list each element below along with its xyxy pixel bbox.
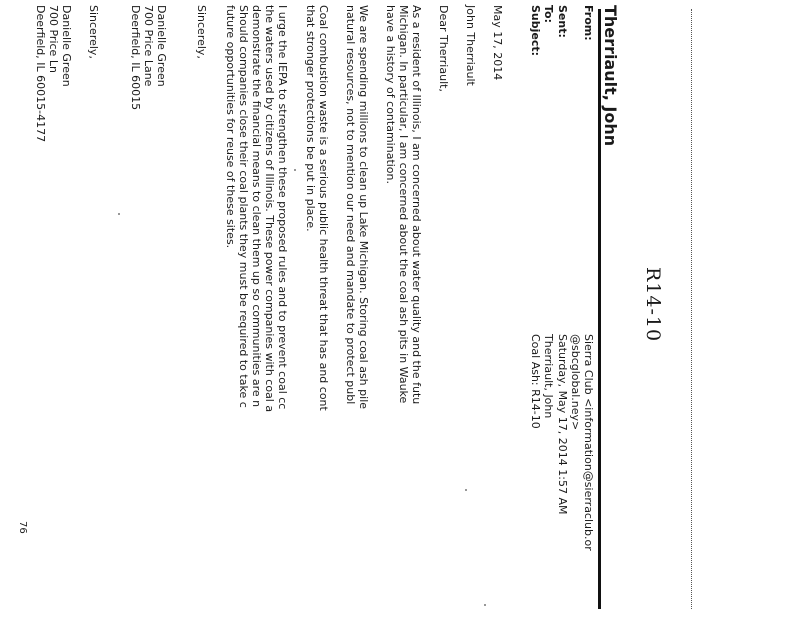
letter-salutation: Dear Therriault, bbox=[437, 5, 450, 92]
sent-label: Sent: bbox=[556, 5, 569, 38]
from-label: From: bbox=[582, 5, 595, 41]
to-value: Therriault, John bbox=[542, 334, 555, 419]
scan-speck bbox=[465, 489, 467, 491]
letter-addressee: John Therriault bbox=[464, 5, 477, 86]
paragraph-line: I urge the IEPA to strengthen these proposed rules and to prevent coal cc bbox=[276, 5, 289, 410]
paragraph-line: demonstrate the financial means to clean them up so communities are n bbox=[250, 5, 263, 408]
signature-street: 700 Price Ln bbox=[47, 5, 60, 73]
subject-label: Subject: bbox=[529, 5, 542, 57]
paragraph-line: Should companies close their coal plants they must be required to take c bbox=[237, 5, 250, 408]
paragraph-public-health bbox=[304, 5, 330, 411]
paragraph-line: have a history of contamination. bbox=[384, 5, 397, 185]
subject-value: Coal Ash: R14-10 bbox=[529, 334, 542, 429]
to-label: To: bbox=[542, 5, 555, 23]
closing-second: Sincerely, bbox=[87, 5, 100, 59]
scan-speck bbox=[294, 169, 296, 171]
signature-block-second bbox=[34, 5, 73, 142]
paragraph-lake-michigan bbox=[344, 5, 370, 409]
scanned-letter-page bbox=[0, 5, 700, 609]
paragraph-line: Coal combustion waste is a serious public health threat that has and cont bbox=[317, 5, 330, 411]
signature-city: Deerfield, IL 60015 bbox=[129, 5, 142, 111]
paragraph-line: that stronger protections be put in place. bbox=[304, 5, 317, 232]
closing-first: Sincerely, bbox=[195, 5, 208, 59]
paragraph-residence bbox=[384, 5, 423, 404]
paragraph-line: We are spending millions to clean up Lake Michigan. Storing coal ash pile bbox=[357, 5, 370, 410]
signature-block-first bbox=[129, 5, 168, 110]
scan-speck bbox=[484, 604, 486, 606]
top-dotted-border bbox=[691, 9, 692, 609]
paragraph-line: future opportunities for reuse of these sites. bbox=[224, 5, 237, 249]
page-number: 76 bbox=[17, 521, 28, 534]
signature-city: Deerfield, IL 60015-4177 bbox=[34, 5, 47, 143]
signature-name: Danielle Green bbox=[155, 5, 168, 87]
from-value-continued: @sbcglobal.ney> bbox=[569, 334, 582, 431]
scan-speck bbox=[118, 213, 120, 215]
letter-date: May 17, 2014 bbox=[491, 5, 504, 81]
signature-name: Danielle Green bbox=[60, 5, 73, 87]
paragraph-line: natural resources, not to mention our need and mandate to protect publ bbox=[344, 5, 357, 405]
paragraph-line: As a resident of Illinois, I am concerned about water quality and the futu bbox=[410, 5, 423, 405]
paragraph-line: the waters used by citizens of Illinois. These power companies with coal a bbox=[263, 5, 276, 413]
sender-name-heading: Therriault, John bbox=[601, 5, 620, 147]
signature-street: 700 Price Lane bbox=[142, 5, 155, 87]
paragraph-urge-iepa bbox=[224, 5, 289, 412]
from-value: Sierra Club <information@sierraclub.or bbox=[582, 334, 595, 551]
sent-value: Saturday, May 17, 2014 1:57 AM bbox=[556, 334, 569, 515]
docket-stamp: R14-10 bbox=[642, 267, 664, 343]
paragraph-line: Michigan. In particular, I am concerned about the coal ash pits in Wauke bbox=[397, 5, 410, 404]
heading-rule bbox=[598, 9, 601, 609]
